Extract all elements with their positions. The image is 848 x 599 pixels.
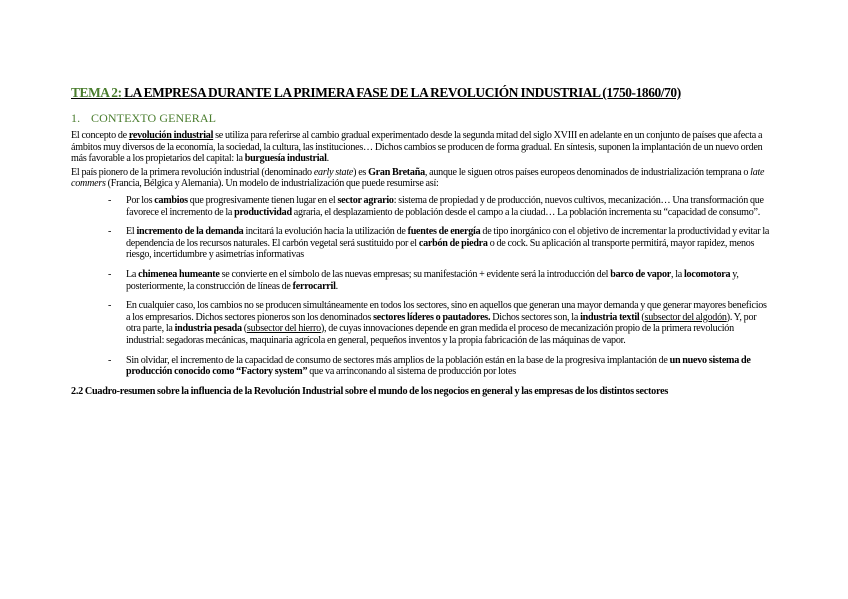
section-title: CONTEXTO GENERAL	[91, 111, 217, 125]
term-industria-pesada: industria pesada	[174, 323, 242, 335]
text-run: ), de cuyas innovaciones depende en gran medida el proceso de mecanización propio de la primera revolución industrial: segadoras mecánicas, maquinaria agrícola en general, pequeños inventos y la propia fabricación de las máquinas de vapor.	[126, 323, 734, 346]
text-run: La	[126, 268, 139, 280]
bullet-dash: -	[108, 354, 112, 366]
term-sector-agrario: sector agrario	[337, 194, 394, 206]
term-carbon-piedra: carbón de piedra	[418, 237, 488, 249]
term-locomotora: locomotora	[684, 268, 731, 280]
list-item	[71, 355, 771, 378]
title-label: TEMA 2:	[71, 85, 122, 100]
text-run: (Francia, Bélgica y Alemania). Un modelo de industrialización que puede resumirse así:	[105, 178, 439, 190]
text-run: ). Y, por otra parte, la	[126, 311, 757, 335]
term-sectores-lideres: sectores líderes o pautadores.	[373, 311, 491, 323]
bullet-dash: -	[108, 268, 112, 280]
text-run: (	[639, 311, 645, 323]
text-run: que va arrinconando al sistema de producción por lotes	[307, 366, 516, 378]
term-burguesia-industrial: burguesía industrial	[244, 153, 327, 165]
text-run: se convierte en el símbolo de las nuevas empresas; su manifestación + evidente será la introducción del	[219, 268, 611, 280]
term-factory-system: un nuevo sistema de producción conocido como “Factory system”	[126, 354, 751, 378]
bullet-dash: -	[108, 300, 112, 312]
text-run: Por los	[126, 194, 155, 206]
page-title	[71, 84, 771, 102]
text-run: se utiliza para referirse al cambio gradual experimentado desde la segunda mitad del siglo XVIII en adelante en un conjunto de países que afecta a ámbitos muy diversos de la economía, la sociedad, la cultura, las instituciones… Dichos cambios se producen de forma gradual. En síntesis, suponen la implantación de un nuevo orden más favorable a los propietarios del capital: la	[71, 130, 763, 165]
document-body	[71, 84, 771, 398]
term-ferrocarril: ferrocarril	[292, 280, 336, 292]
list-item	[71, 195, 771, 218]
text-run: , la	[670, 268, 684, 280]
term-industria-textil: industria textil	[580, 311, 640, 323]
title-text: LA EMPRESA DURANTE LA PRIMERA FASE DE LA REVOLUCIÓN INDUSTRIAL (1750-1860/70)	[121, 85, 681, 100]
term-fuentes-energia: fuentes de energía	[407, 226, 481, 238]
text-run: : sistema de propiedad y de producción, nuevos cultivos, mecanización… Una transformación que favorece el incremento de la	[126, 194, 764, 218]
text-run: incitará la evolución hacia la utilización de	[243, 226, 408, 238]
term-early-state: early state	[313, 166, 354, 178]
text-run: ) es	[353, 166, 369, 178]
term-subsector-hierro: subsector del hierro	[246, 323, 321, 335]
text-run: que progresivamente tienen lugar en el	[187, 194, 338, 206]
text-run: El país pionero de la primera revolución industrial (denominado	[71, 166, 314, 178]
text-run: El	[126, 226, 137, 238]
text-run: En cualquier caso, los cambios no se producen simultáneamente en todos los sectores, sino en aquellos que generan una mayor demanda y que generar mayores beneficios a los empresarios. Dichos sectores pioneros son los denominados	[126, 300, 767, 323]
term-cambios: cambios	[154, 194, 188, 206]
term-gran-bretana: Gran Bretaña	[368, 166, 425, 178]
term-productividad: productividad	[234, 206, 292, 218]
text-run: , aunque le siguen otros países europeos denominados de industrialización temprana o	[424, 166, 751, 178]
text-run: Dichos sectores son, la	[490, 311, 581, 323]
paragraph-revolucion-industrial	[71, 130, 771, 165]
text-run: .	[326, 153, 329, 165]
paragraph-pais-pionero	[71, 167, 771, 190]
term-barco-vapor: barco de vapor	[610, 268, 671, 280]
text-run: (	[241, 323, 247, 335]
term-subsector-algodon: subsector del algodón	[644, 311, 727, 323]
list-item	[71, 300, 771, 346]
bullet-dash: -	[108, 226, 112, 238]
text-run: agraria, el desplazamiento de población desde el campo a la ciudad… La población incrementa su “capacidad de consumo”.	[291, 206, 761, 218]
section-number: 1.	[71, 111, 81, 125]
section-heading-cuadro-resumen: 2.2 Cuadro-resumen sobre la influencia de la Revolución Industrial sobre el mundo de los negocios en general y las empresas de los distintos sectores	[71, 385, 669, 397]
text-run: Sin olvidar, el incremento de la capacidad de consumo de sectores más amplios de la población están en la base de la progresiva implantación de	[126, 354, 670, 366]
text-run: y, posteriormente, la construcción de líneas de	[126, 268, 739, 292]
text-run: o de cock. Su aplicación al transporte permitirá, mayor rapidez, menos riesgo, incertidumbre y asimetrías informativas	[126, 237, 755, 261]
text-run: de tipo inorgánico con el objetivo de incrementar la productividad y evitar la dependencia de los recursos naturales. El carbón vegetal será sustituido por el	[126, 226, 770, 249]
bullet-dash: -	[108, 194, 112, 206]
term-chimenea-humeante: chimenea humeante	[138, 268, 220, 280]
section-heading-contexto	[71, 110, 771, 126]
term-revolucion-industrial: revolución industrial	[128, 130, 214, 141]
term-incremento-demanda: incremento de la demanda	[136, 226, 244, 238]
list-item	[71, 226, 771, 261]
text-run: El concepto de	[71, 130, 129, 141]
list-item	[71, 269, 771, 292]
term-late-commers: late commers	[71, 166, 765, 190]
bullet-list	[71, 195, 771, 378]
text-run: .	[335, 280, 338, 292]
